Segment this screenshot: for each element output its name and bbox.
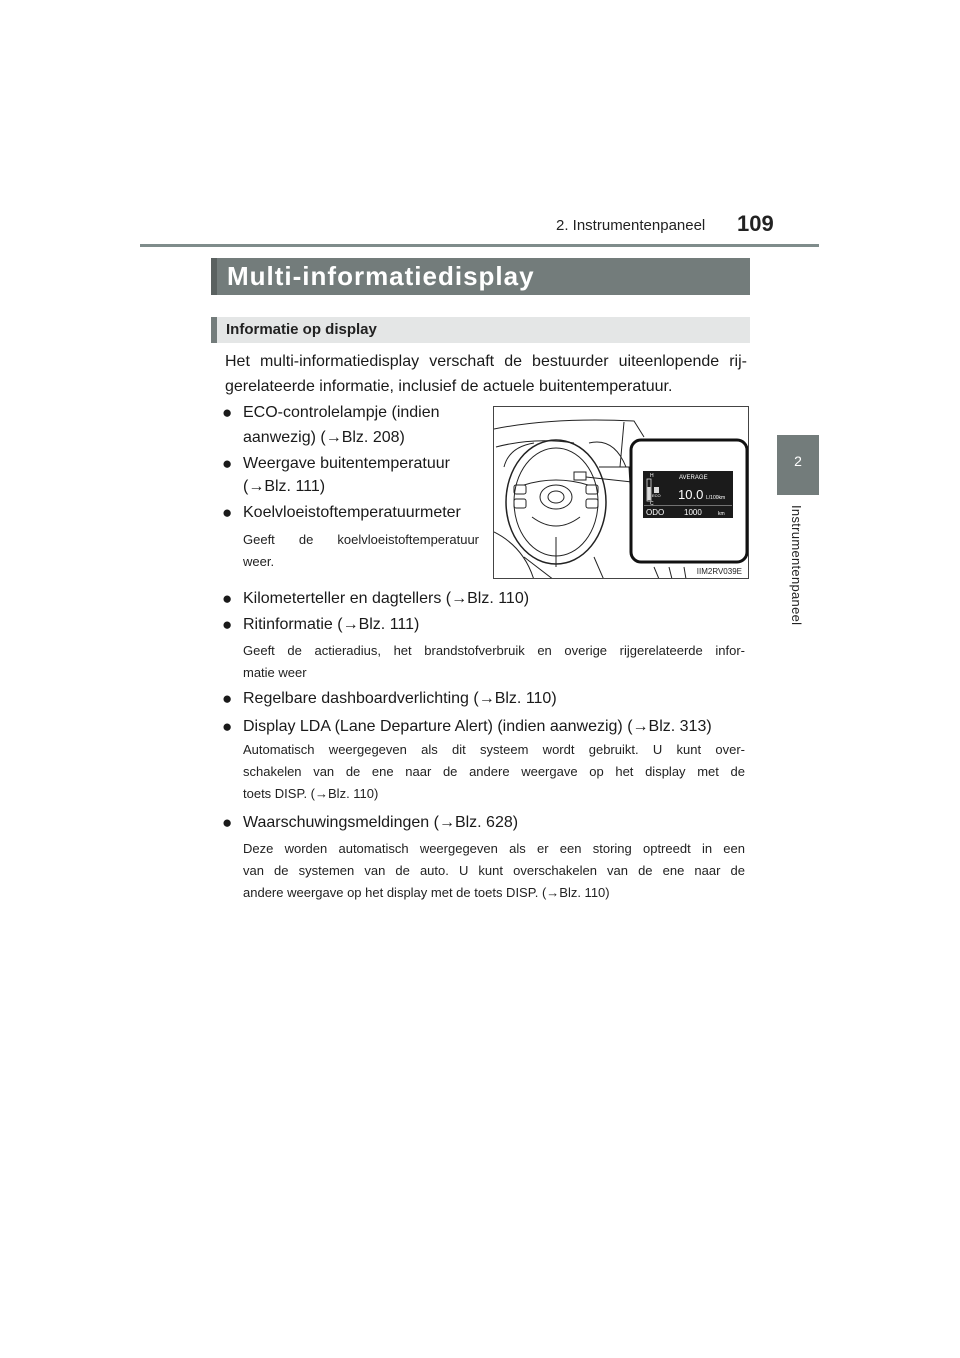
dashboard-drawing xyxy=(494,407,749,579)
list-item-dash-lighting xyxy=(222,686,557,712)
list-item-line2: (→Blz. 111) xyxy=(243,478,326,495)
bullet-icon: ● xyxy=(222,403,233,422)
list-item-text: Regelbare dashboardverlichting (→Blz. 110) xyxy=(243,690,557,707)
list-item-text: Display LDA (Lane Departure Alert) (indien aanwezig) (→Blz. 313) xyxy=(243,718,712,735)
list-item-lda xyxy=(222,714,712,740)
list-item-coolant xyxy=(222,500,461,526)
intro-paragraph: Het multi-informatiedisplay verschaft de bestuurder uiteenlopende rij-gerelateerde informatie, inclusief de actuele buitentemperatuur. xyxy=(225,353,747,395)
chapter-tab-number: 2 xyxy=(794,453,802,469)
list-item-text xyxy=(243,400,480,425)
item-note: andere weergave op het display met de toets DISP. (→Blz. 110) xyxy=(243,885,610,900)
item-note: van de systemen van de auto. U kunt overschakelen van de ene naar de xyxy=(243,863,745,878)
bullet-icon: ● xyxy=(222,813,233,832)
display-odo-label: ODO xyxy=(646,508,665,517)
bullet-icon: ● xyxy=(222,615,233,634)
bullet-icon: ● xyxy=(222,503,233,522)
chapter-heading: 2. Instrumentenpaneel xyxy=(556,217,706,234)
display-odo-value: 1000 xyxy=(684,508,702,517)
display-average-label: AVERAGE xyxy=(679,475,708,481)
display-odo-unit: km xyxy=(718,511,725,517)
item-note: Geeft de actieradius, het brandstofverbruik en overige rijgerelateerde infor- xyxy=(243,643,745,658)
subsection-title: Informatie op display xyxy=(226,321,377,338)
item-note: toets DISP. (→Blz. 110) xyxy=(243,786,379,801)
list-item-line2: aanwezig) (→Blz. 208) xyxy=(243,429,405,446)
list-item-text: Weergave buitentemperatuur xyxy=(243,455,450,472)
display-eco: ECO xyxy=(652,493,661,498)
subsection-title-bar xyxy=(211,317,750,343)
list-item-eco xyxy=(222,400,440,426)
list-item-text: Waarschuwingsmeldingen (→Blz. 628) xyxy=(243,814,519,831)
section-title-bar xyxy=(211,258,750,295)
item-note: Automatisch weergegeven als dit systeem wordt gebruikt. U kunt over- xyxy=(243,742,745,757)
page-number: 109 xyxy=(737,211,774,236)
list-item-outside-temp xyxy=(222,451,450,477)
list-item-text: Koelvloeistoftemperatuurmeter xyxy=(243,504,461,521)
header-divider xyxy=(140,244,819,247)
list-item-odometer xyxy=(222,586,530,612)
bullet-icon: ● xyxy=(222,717,233,736)
item-note: schakelen van de ene naar de andere weergave op het display met de xyxy=(243,764,745,779)
display-temp-h: H xyxy=(650,473,654,479)
display-fuel-value: 10.0 xyxy=(678,487,704,502)
bullet-icon: ● xyxy=(222,589,233,608)
item-note: weer. xyxy=(243,554,275,569)
list-item-text: Ritinformatie (→Blz. 111) xyxy=(243,616,420,633)
chapter-side-label: Instrumentenpaneel xyxy=(789,505,804,626)
item-note: Deze worden automatisch weergegeven als er een storing optreedt in een xyxy=(243,841,745,856)
item-note: matie weer xyxy=(243,665,307,680)
display-temp-c: C xyxy=(650,501,654,507)
list-item-text: Kilometerteller en dagtellers (→Blz. 110) xyxy=(243,590,530,607)
bullet-icon: ● xyxy=(222,689,233,708)
bullet-icon: ● xyxy=(222,454,233,473)
chapter-side-tab xyxy=(777,435,819,495)
list-item-trip-info xyxy=(222,612,420,638)
item-note: Geeft de koelvloeistoftemperatuur xyxy=(243,532,479,547)
dashboard-illustration xyxy=(493,406,749,579)
display-fuel-unit: L/100km xyxy=(706,495,726,501)
list-item-warnings xyxy=(222,810,519,836)
figure-caption: IIM2RV039E xyxy=(696,567,742,576)
list-item-line: ECO-controlelampje (indien xyxy=(243,404,440,421)
section-title: Multi-informatiedisplay xyxy=(227,261,535,291)
